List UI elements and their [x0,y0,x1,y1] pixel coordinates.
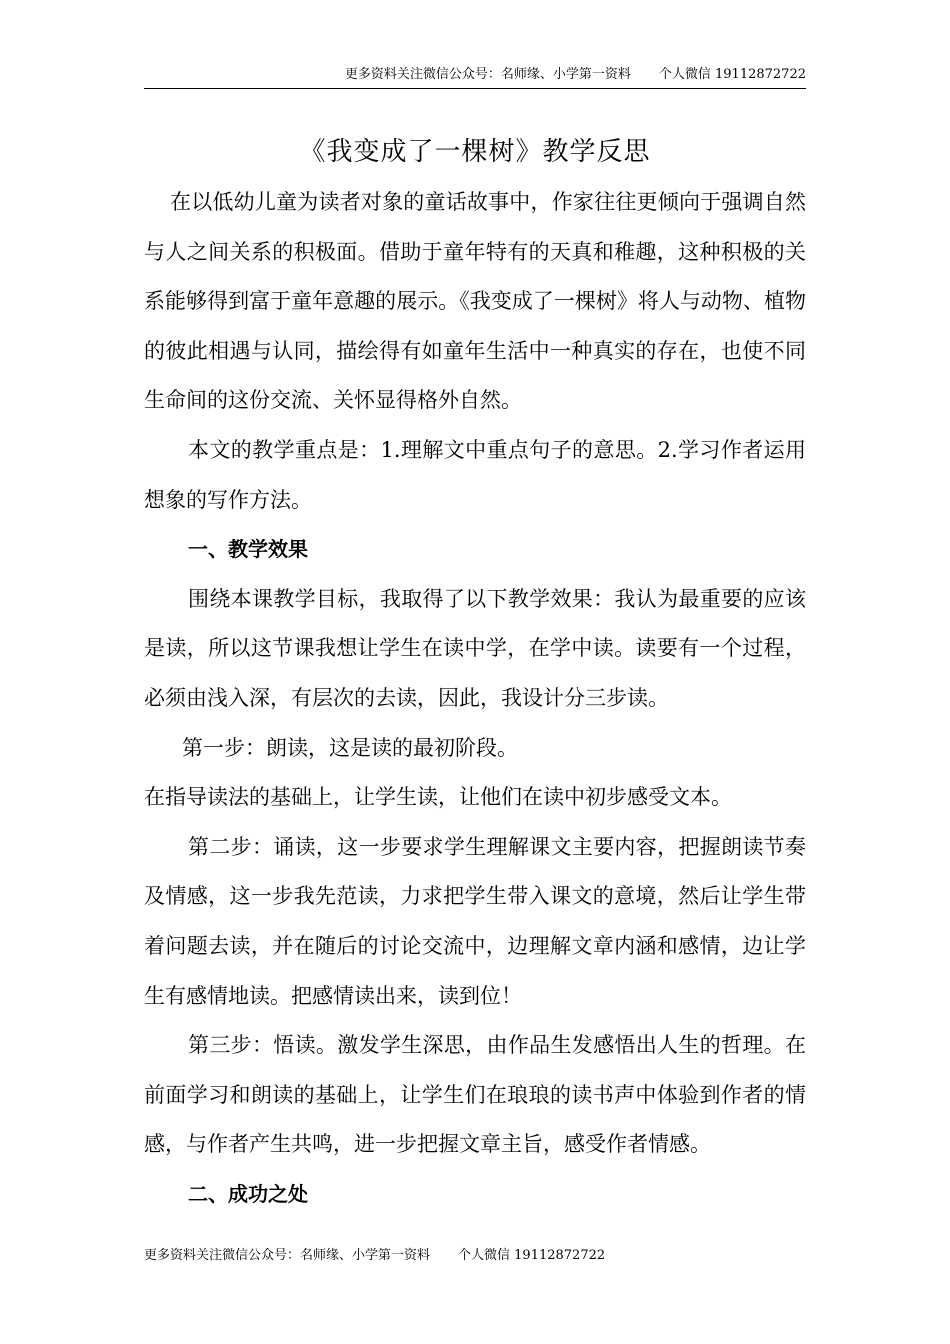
footer-promo-text: 更多资料关注微信公众号：名师缘、小学第一资料 [144,1248,431,1263]
paragraph-intro: 在以低幼儿童为读者对象的童话故事中，作家往往更倾向于强调自然与人之间关系的积极面。借助于童年特有的天真和稚趣，这种积极的关系能够得到富于童年意趣的展示。《我变成了一棵树》将人与动物、植物的彼此相遇与认同，描绘得有如童年生活中一种真实的存在，也使不同生命间的这份交流、关怀显得格外自然。 [144,190,806,413]
section-heading-success: 二、成功之处 [188,1181,308,1206]
header-wechat-id: 个人微信 19112872722 [658,67,806,82]
paragraph-step-one-detail: 在指导读法的基础上，让学生读，让他们在读中初步感受文本。 [144,785,732,810]
footer-wechat-id: 个人微信 19112872722 [458,1248,606,1263]
document-title: 《我变成了一棵树》教学反思 [299,137,651,167]
paragraph-teaching-effect: 围绕本课教学目标，我取得了以下教学效果：我认为最重要的应该是读，所以这节课我想让学生在读中学，在学中读。读要有一个过程，必须由浅入深，有层次的去读，因此，我设计分三步读。 [144,586,806,710]
section-heading-teaching-effect: 一、教学效果 [188,537,308,562]
document-body [144,178,806,1219]
paragraph-step-two: 第二步：诵读，这一步要求学生理解课文主要内容，把握朗读节奏及情感，这一步我先范读，力求把学生带入课文的意境，然后让学生带着问题去读，并在随后的讨论交流中，边理解文章内涵和感情，边让学生有感情地读。把感情读出来，读到位！ [144,834,806,1008]
paragraph-step-one: 第一步：朗读，这是读的最初阶段。 [182,735,518,760]
paragraph-step-three: 第三步：悟读。激发学生深思，由作品生发感悟出人生的哲理。在前面学习和朗读的基础上，让学生们在琅琅的读书声中体验到作者的情感，与作者产生共鸣，进一步把握文章主旨，感受作者情感。 [144,1033,806,1157]
header-promo-text: 更多资料关注微信公众号：名师缘、小学第一资料 [344,67,631,82]
page-header [144,66,806,89]
page-footer [144,1247,605,1265]
paragraph-teaching-focus: 本文的教学重点是：1.理解文中重点句子的意思。2.学习作者运用想象的写作方法。 [144,437,806,512]
